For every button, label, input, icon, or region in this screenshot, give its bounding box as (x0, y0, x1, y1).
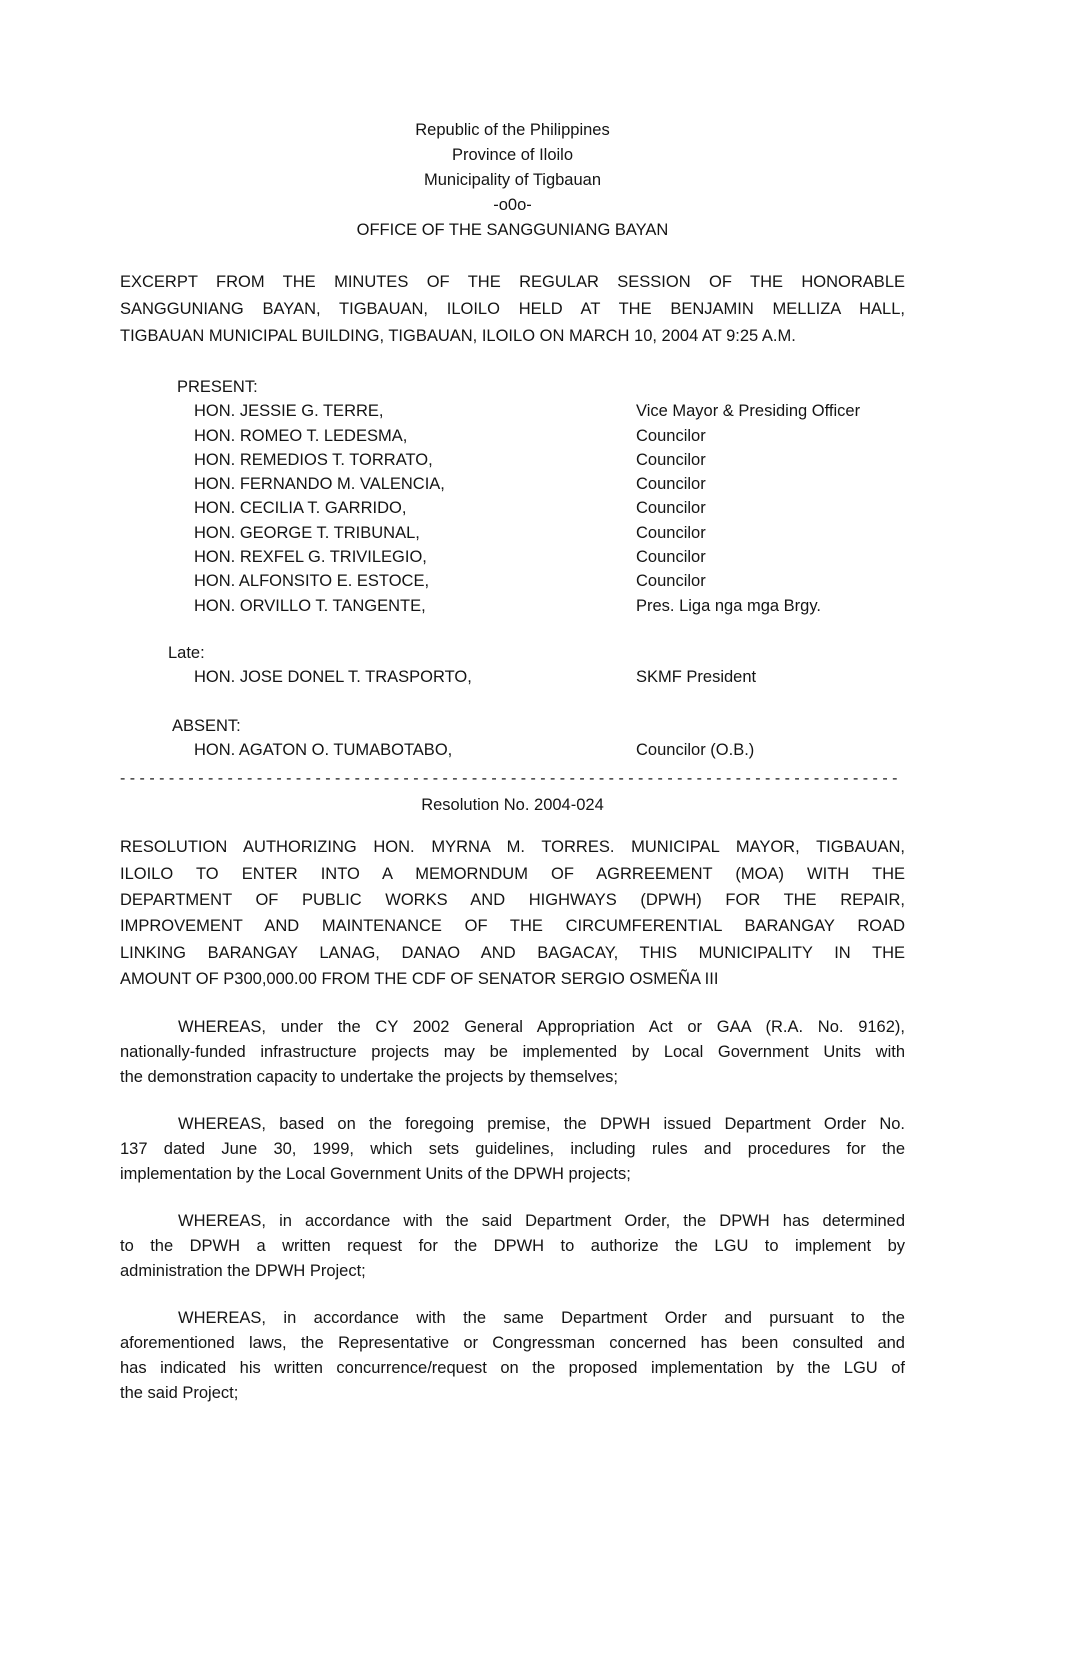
attendee-role: Councilor (636, 572, 706, 591)
attendance-section (120, 375, 905, 762)
whereas-paragraph-1 (120, 1015, 905, 1090)
present-label: PRESENT: (177, 378, 258, 396)
attendee-role: Councilor (636, 548, 706, 567)
whereas-line: the demonstration capacity to undertake the projects by themselves; (120, 1067, 619, 1086)
excerpt-paragraph (120, 269, 905, 350)
whereas-line: aforementioned laws, the Representative or Congressman concerned has been consulted and (120, 1333, 905, 1352)
attendee-row (120, 738, 905, 762)
resolution-title-line: DEPARTMENT OF PUBLIC WORKS AND HIGHWAYS (DPWH) FOR THE REPAIR, (120, 890, 905, 909)
whereas-paragraph-3 (120, 1209, 905, 1284)
resolution-title-line: ILOILO TO ENTER INTO A MEMORNDUM OF AGRREEMENT (MOA) WITH THE (120, 864, 905, 883)
whereas-paragraph-2 (120, 1112, 905, 1187)
attendee-role: Councilor (636, 523, 706, 542)
attendee-name: HON. ALFONSITO E. ESTOCE, (194, 572, 430, 591)
dashed-divider: - - - - - - - - - - - - - - - - - - - - - - - - - - - - - - - - - - - - - - - - - - - - - - - - - - - - - - - - - - - - - - - - - - - - - - - - - - - - - - - - (120, 770, 898, 788)
whereas-line: WHEREAS, based on the foregoing premise, the DPWH issued Department Order No. (178, 1114, 905, 1133)
whereas-line: 137 dated June 30, 1999, which sets guidelines, including rules and procedures for the (120, 1139, 905, 1158)
attendee-name: HON. REXFEL G. TRIVILEGIO, (194, 548, 427, 567)
whereas-line: WHEREAS, under the CY 2002 General Appropriation Act or GAA (R.A. No. 9162), (178, 1017, 905, 1036)
whereas-line: the said Project; (120, 1383, 239, 1402)
header-office-line: OFFICE OF THE SANGGUNIANG BAYAN (356, 221, 669, 239)
header-municipality-line: Municipality of Tigbauan (423, 171, 602, 189)
header-province-line: Province of Iloilo (451, 146, 574, 164)
attendee-name: HON. CECILIA T. GARRIDO, (194, 499, 407, 518)
absent-label: ABSENT: (172, 716, 241, 735)
attendee-role: Councilor (636, 499, 706, 518)
excerpt-line: TIGBAUAN MUNICIPAL BUILDING, TIGBAUAN, ILOILO ON MARCH 10, 2004 AT 9:25 A.M. (120, 327, 796, 345)
attendee-row (120, 424, 905, 448)
header-republic-line: Republic of the Philippines (415, 121, 610, 139)
attendee-row (120, 665, 905, 689)
document-header (120, 118, 905, 243)
header-separator-o0o: -o0o- (493, 196, 532, 214)
attendee-row (120, 569, 905, 593)
attendee-row (120, 448, 905, 472)
late-label: Late: (168, 643, 205, 662)
attendee-role: SKMF President (636, 668, 757, 687)
whereas-line: has indicated his written concurrence/request on the proposed implementation by the LGU of (120, 1358, 905, 1377)
whereas-paragraph-4 (120, 1306, 905, 1406)
attendee-row (120, 521, 905, 545)
attendee-name: HON. ROMEO T. LEDESMA, (194, 426, 408, 445)
whereas-line: administration the DPWH Project; (120, 1261, 366, 1280)
attendee-row (120, 594, 905, 618)
whereas-line: implementation by the Local Government Units of the DPWH projects; (120, 1164, 631, 1183)
whereas-line: WHEREAS, in accordance with the said Department Order, the DPWH has determined (178, 1211, 905, 1230)
resolution-title-line: RESOLUTION AUTHORIZING HON. MYRNA M. TORRES. MUNICIPAL MAYOR, TIGBAUAN, (120, 838, 905, 857)
attendee-name: HON. JESSIE G. TERRE, (194, 402, 384, 421)
resolution-title-line: IMPROVEMENT AND MAINTENANCE OF THE CIRCUMFERENTIAL BARANGAY ROAD (120, 917, 905, 936)
attendee-row (120, 496, 905, 520)
attendee-role: Councilor (O.B.) (636, 740, 755, 759)
resolution-title-paragraph (120, 834, 905, 992)
resolution-title-line: AMOUNT OF P300,000.00 FROM THE CDF OF SENATOR SERGIO OSMEÑA III (120, 970, 719, 989)
attendee-name: HON. REMEDIOS T. TORRATO, (194, 450, 433, 469)
attendee-role: Pres. Liga nga mga Brgy. (636, 596, 821, 615)
attendee-name: HON. GEORGE T. TRIBUNAL, (194, 523, 420, 542)
excerpt-line: SANGGUNIANG BAYAN, TIGBAUAN, ILOILO HELD AT THE BENJAMIN MELLIZA HALL, (120, 300, 905, 318)
excerpt-line: EXCERPT FROM THE MINUTES OF THE REGULAR SESSION OF THE HONORABLE (120, 273, 905, 291)
attendee-name: HON. FERNANDO M. VALENCIA, (194, 475, 445, 494)
whereas-line: WHEREAS, in accordance with the same Department Order and pursuant to the (178, 1308, 905, 1327)
attendee-row (120, 545, 905, 569)
attendee-name: HON. AGATON O. TUMABOTABO, (194, 740, 453, 759)
attendee-role: Vice Mayor & Presiding Officer (636, 402, 861, 421)
attendee-role: Councilor (636, 450, 706, 469)
resolution-title-line: LINKING BARANGAY LANAG, DANAO AND BAGACAY, THIS MUNICIPALITY IN THE (120, 943, 905, 962)
whereas-line: to the DPWH a written request for the DPWH to authorize the LGU to implement by (120, 1236, 905, 1255)
attendee-name: HON. JOSE DONEL T. TRASPORTO, (194, 668, 472, 687)
whereas-line: nationally-funded infrastructure projects may be implemented by Local Government Units with (120, 1042, 905, 1061)
attendee-name: HON. ORVILLO T. TANGENTE, (194, 596, 426, 615)
attendee-row (120, 472, 905, 496)
attendee-role: Councilor (636, 426, 706, 445)
attendee-row (120, 399, 905, 423)
attendee-role: Councilor (636, 475, 706, 494)
resolution-number: Resolution No. 2004-024 (421, 796, 604, 815)
